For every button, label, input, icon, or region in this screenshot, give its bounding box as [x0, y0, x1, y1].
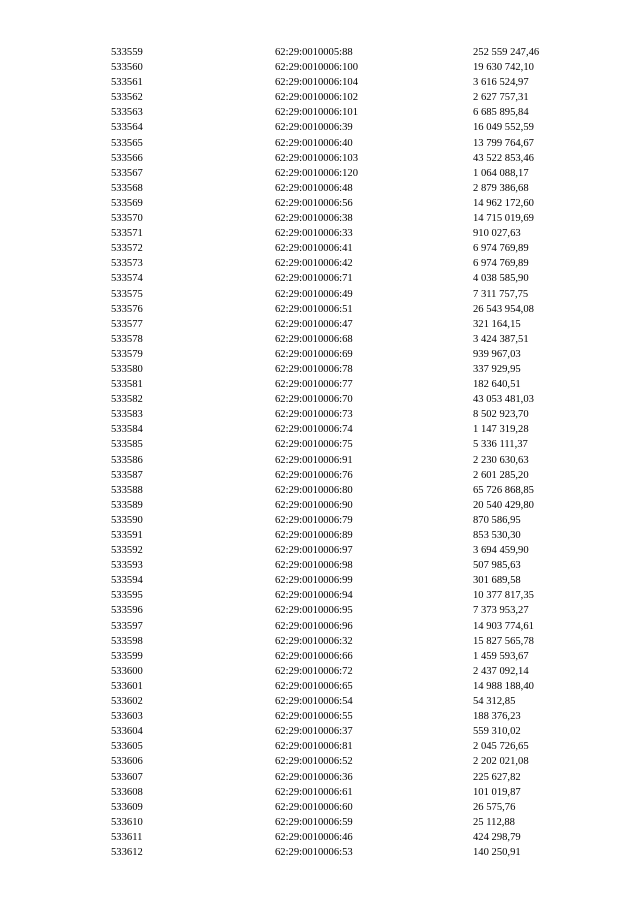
table-row	[111, 754, 591, 769]
cadastral-value-cell: 43 522 853,46	[473, 152, 534, 164]
cadastral-value-cell: 19 630 742,10	[473, 62, 534, 74]
cadastral-value-table	[111, 45, 591, 860]
table-row	[111, 75, 591, 90]
table-row	[111, 422, 591, 437]
table-row	[111, 302, 591, 317]
table-row	[111, 649, 591, 664]
row-number-cell: 533603	[111, 711, 143, 723]
cadastral-value-cell: 7 311 757,75	[473, 288, 529, 300]
cadastral-value-cell: 2 437 092,14	[473, 665, 529, 677]
row-number-cell: 533573	[111, 258, 143, 270]
row-number-cell: 533605	[111, 741, 143, 753]
table-row	[111, 407, 591, 422]
table-row	[111, 815, 591, 830]
table-row	[111, 90, 591, 105]
cadastral-number-cell: 62:29:0010006:56	[275, 197, 353, 209]
cadastral-value-cell: 6 685 895,84	[473, 107, 529, 119]
cadastral-value-cell: 14 988 188,40	[473, 680, 534, 692]
table-row	[111, 694, 591, 709]
cadastral-value-cell: 3 424 387,51	[473, 333, 529, 345]
cadastral-number-cell: 62:29:0010006:68	[275, 333, 353, 345]
row-number-cell: 533579	[111, 348, 143, 360]
cadastral-number-cell: 62:29:0010006:48	[275, 182, 353, 194]
cadastral-value-cell: 507 985,63	[473, 560, 521, 572]
table-row	[111, 120, 591, 135]
cadastral-number-cell: 62:29:0010006:65	[275, 680, 353, 692]
cadastral-number-cell: 62:29:0010006:101	[275, 107, 358, 119]
row-number-cell: 533561	[111, 77, 143, 89]
table-row	[111, 800, 591, 815]
row-number-cell: 533611	[111, 831, 143, 843]
table-row	[111, 105, 591, 120]
cadastral-value-cell: 252 559 247,46	[473, 47, 540, 58]
table-row	[111, 785, 591, 800]
cadastral-number-cell: 62:29:0010006:96	[275, 620, 353, 632]
row-number-cell: 533575	[111, 288, 143, 300]
row-number-cell: 533599	[111, 650, 143, 662]
cadastral-value-cell: 3 616 524,97	[473, 77, 529, 89]
cadastral-value-cell: 424 298,79	[473, 831, 521, 843]
cadastral-number-cell: 62:29:0010006:103	[275, 152, 358, 164]
row-number-cell: 533602	[111, 696, 143, 708]
table-row	[111, 498, 591, 513]
table-row	[111, 60, 591, 75]
cadastral-value-cell: 65 726 868,85	[473, 484, 534, 496]
row-number-cell: 533572	[111, 243, 143, 255]
row-number-cell: 533580	[111, 363, 143, 375]
table-row	[111, 664, 591, 679]
cadastral-number-cell: 62:29:0010006:59	[275, 816, 353, 828]
row-number-cell: 533587	[111, 469, 143, 481]
cadastral-value-cell: 6 974 769,89	[473, 243, 529, 255]
cadastral-value-cell: 14 903 774,61	[473, 620, 534, 632]
cadastral-value-cell: 101 019,87	[473, 786, 521, 798]
table-row	[111, 558, 591, 573]
table-row	[111, 573, 591, 588]
cadastral-number-cell: 62:29:0010006:94	[275, 590, 353, 602]
cadastral-number-cell: 62:29:0010006:70	[275, 394, 353, 406]
cadastral-number-cell: 62:29:0010006:102	[275, 92, 358, 104]
table-row	[111, 45, 591, 60]
row-number-cell: 533595	[111, 590, 143, 602]
table-row	[111, 679, 591, 694]
row-number-cell: 533586	[111, 454, 143, 466]
cadastral-number-cell: 62:29:0010006:98	[275, 560, 353, 572]
table-row	[111, 347, 591, 362]
row-number-cell: 533567	[111, 167, 143, 179]
row-number-cell: 533607	[111, 771, 143, 783]
table-row	[111, 136, 591, 151]
cadastral-value-cell: 939 967,03	[473, 348, 521, 360]
cadastral-value-cell: 559 310,02	[473, 726, 521, 738]
cadastral-number-cell: 62:29:0010006:69	[275, 348, 353, 360]
table-row	[111, 362, 591, 377]
row-number-cell: 533597	[111, 620, 143, 632]
cadastral-value-cell: 182 640,51	[473, 379, 521, 391]
cadastral-number-cell: 62:29:0010006:75	[275, 439, 353, 451]
table-row	[111, 770, 591, 785]
cadastral-number-cell: 62:29:0010006:46	[275, 831, 353, 843]
cadastral-number-cell: 62:29:0010006:54	[275, 696, 353, 708]
cadastral-value-cell: 2 202 021,08	[473, 756, 529, 768]
cadastral-number-cell: 62:29:0010006:42	[275, 258, 353, 270]
cadastral-value-cell: 14 962 172,60	[473, 197, 534, 209]
table-row	[111, 196, 591, 211]
cadastral-number-cell: 62:29:0010006:39	[275, 122, 353, 134]
cadastral-value-cell: 321 164,15	[473, 318, 521, 330]
cadastral-number-cell: 62:29:0010006:73	[275, 409, 353, 421]
row-number-cell: 533604	[111, 726, 143, 738]
cadastral-number-cell: 62:29:0010006:100	[275, 62, 358, 74]
table-row	[111, 151, 591, 166]
cadastral-number-cell: 62:29:0010006:38	[275, 213, 353, 225]
cadastral-number-cell: 62:29:0010006:120	[275, 167, 358, 179]
row-number-cell: 533574	[111, 273, 143, 285]
table-row	[111, 468, 591, 483]
table-row	[111, 709, 591, 724]
row-number-cell: 533585	[111, 439, 143, 451]
table-row	[111, 226, 591, 241]
cadastral-number-cell: 62:29:0010006:49	[275, 288, 353, 300]
cadastral-value-cell: 13 799 764,67	[473, 137, 534, 149]
row-number-cell: 533612	[111, 846, 143, 858]
cadastral-number-cell: 62:29:0010006:51	[275, 303, 353, 315]
cadastral-number-cell: 62:29:0010006:66	[275, 650, 353, 662]
table-body	[111, 45, 591, 860]
table-row	[111, 166, 591, 181]
table-row	[111, 317, 591, 332]
cadastral-value-cell: 10 377 817,35	[473, 590, 534, 602]
table-row	[111, 241, 591, 256]
cadastral-value-cell: 1 064 088,17	[473, 167, 529, 179]
row-number-cell: 533588	[111, 484, 143, 496]
row-number-cell: 533570	[111, 213, 143, 225]
cadastral-number-cell: 62:29:0010006:74	[275, 424, 353, 436]
cadastral-value-cell: 2 045 726,65	[473, 741, 529, 753]
cadastral-number-cell: 62:29:0010006:55	[275, 711, 353, 723]
cadastral-value-cell: 870 586,95	[473, 514, 521, 526]
cadastral-number-cell: 62:29:0010006:97	[275, 545, 353, 557]
cadastral-value-cell: 15 827 565,78	[473, 635, 534, 647]
cadastral-number-cell: 62:29:0010006:77	[275, 379, 353, 391]
row-number-cell: 533581	[111, 379, 143, 391]
row-number-cell: 533589	[111, 499, 143, 511]
table-row	[111, 513, 591, 528]
table-row	[111, 256, 591, 271]
row-number-cell: 533564	[111, 122, 143, 134]
table-row	[111, 392, 591, 407]
cadastral-number-cell: 62:29:0010006:40	[275, 137, 353, 149]
cadastral-number-cell: 62:29:0010006:76	[275, 469, 353, 481]
cadastral-value-cell: 3 694 459,90	[473, 545, 529, 557]
row-number-cell: 533609	[111, 801, 143, 813]
cadastral-number-cell: 62:29:0010006:78	[275, 363, 353, 375]
cadastral-value-cell: 7 373 953,27	[473, 605, 529, 617]
cadastral-number-cell: 62:29:0010006:91	[275, 454, 353, 466]
table-row	[111, 845, 591, 860]
table-row	[111, 271, 591, 286]
cadastral-value-cell: 2 601 285,20	[473, 469, 529, 481]
cadastral-value-cell: 2 879 386,68	[473, 182, 529, 194]
row-number-cell: 533608	[111, 786, 143, 798]
table-row	[111, 287, 591, 302]
cadastral-value-cell: 6 974 769,89	[473, 258, 529, 270]
table-row	[111, 453, 591, 468]
row-number-cell: 533594	[111, 575, 143, 587]
table-row	[111, 543, 591, 558]
table-row	[111, 603, 591, 618]
cadastral-number-cell: 62:29:0010006:99	[275, 575, 353, 587]
row-number-cell: 533584	[111, 424, 143, 436]
cadastral-number-cell: 62:29:0010006:37	[275, 726, 353, 738]
row-number-cell: 533590	[111, 514, 143, 526]
cadastral-number-cell: 62:29:0010006:47	[275, 318, 353, 330]
cadastral-number-cell: 62:29:0010006:95	[275, 605, 353, 617]
cadastral-value-cell: 4 038 585,90	[473, 273, 529, 285]
cadastral-value-cell: 301 689,58	[473, 575, 521, 587]
cadastral-number-cell: 62:29:0010006:81	[275, 741, 353, 753]
row-number-cell: 533566	[111, 152, 143, 164]
row-number-cell: 533569	[111, 197, 143, 209]
cadastral-number-cell: 62:29:0010006:53	[275, 846, 353, 858]
row-number-cell: 533568	[111, 182, 143, 194]
row-number-cell: 533560	[111, 62, 143, 74]
cadastral-value-cell: 2 230 630,63	[473, 454, 529, 466]
table-row	[111, 724, 591, 739]
table-row	[111, 528, 591, 543]
row-number-cell: 533578	[111, 333, 143, 345]
row-number-cell: 533600	[111, 665, 143, 677]
cadastral-number-cell: 62:29:0010006:32	[275, 635, 353, 647]
cadastral-number-cell: 62:29:0010006:104	[275, 77, 358, 89]
table-row	[111, 181, 591, 196]
cadastral-number-cell: 62:29:0010006:61	[275, 786, 353, 798]
row-number-cell: 533559	[111, 47, 143, 58]
table-row	[111, 377, 591, 392]
row-number-cell: 533606	[111, 756, 143, 768]
row-number-cell: 533596	[111, 605, 143, 617]
cadastral-value-cell: 25 112,88	[473, 816, 515, 828]
row-number-cell: 533565	[111, 137, 143, 149]
cadastral-value-cell: 140 250,91	[473, 846, 521, 858]
row-number-cell: 533593	[111, 560, 143, 572]
cadastral-number-cell: 62:29:0010006:36	[275, 771, 353, 783]
row-number-cell: 533583	[111, 409, 143, 421]
cadastral-value-cell: 26 575,76	[473, 801, 516, 813]
cadastral-value-cell: 1 459 593,67	[473, 650, 529, 662]
cadastral-value-cell: 5 336 111,37	[473, 439, 528, 451]
cadastral-value-cell: 8 502 923,70	[473, 409, 529, 421]
cadastral-number-cell: 62:29:0010005:88	[275, 47, 353, 58]
cadastral-number-cell: 62:29:0010006:71	[275, 273, 353, 285]
cadastral-value-cell: 188 376,23	[473, 711, 521, 723]
cadastral-value-cell: 853 530,30	[473, 530, 521, 541]
row-number-cell: 533563	[111, 107, 143, 119]
cadastral-number-cell: 62:29:0010006:41	[275, 243, 353, 255]
table-row	[111, 619, 591, 634]
row-number-cell: 533592	[111, 545, 143, 557]
table-row	[111, 588, 591, 603]
cadastral-value-cell: 26 543 954,08	[473, 303, 534, 315]
cadastral-value-cell: 14 715 019,69	[473, 213, 534, 225]
cadastral-number-cell: 62:29:0010006:90	[275, 499, 353, 511]
row-number-cell: 533582	[111, 394, 143, 406]
table-row	[111, 437, 591, 452]
cadastral-value-cell: 337 929,95	[473, 363, 521, 375]
cadastral-number-cell: 62:29:0010006:60	[275, 801, 353, 813]
cadastral-value-cell: 16 049 552,59	[473, 122, 534, 134]
cadastral-number-cell: 62:29:0010006:80	[275, 484, 353, 496]
row-number-cell: 533601	[111, 680, 143, 692]
table-row	[111, 332, 591, 347]
cadastral-value-cell: 910 027,63	[473, 228, 521, 240]
cadastral-value-cell: 1 147 319,28	[473, 424, 529, 436]
row-number-cell: 533562	[111, 92, 143, 104]
cadastral-value-cell: 54 312,85	[473, 696, 516, 708]
cadastral-number-cell: 62:29:0010006:52	[275, 756, 353, 768]
row-number-cell: 533591	[111, 530, 143, 541]
row-number-cell: 533576	[111, 303, 143, 315]
cadastral-value-cell: 2 627 757,31	[473, 92, 529, 104]
cadastral-number-cell: 62:29:0010006:72	[275, 665, 353, 677]
cadastral-number-cell: 62:29:0010006:89	[275, 530, 353, 541]
table-row	[111, 483, 591, 498]
cadastral-value-cell: 43 053 481,03	[473, 394, 534, 406]
table-row	[111, 634, 591, 649]
cadastral-value-cell: 20 540 429,80	[473, 499, 534, 511]
table-row	[111, 830, 591, 845]
table-row	[111, 739, 591, 754]
cadastral-value-cell: 225 627,82	[473, 771, 521, 783]
cadastral-number-cell: 62:29:0010006:79	[275, 514, 353, 526]
row-number-cell: 533610	[111, 816, 143, 828]
row-number-cell: 533598	[111, 635, 143, 647]
cadastral-number-cell: 62:29:0010006:33	[275, 228, 353, 240]
row-number-cell: 533577	[111, 318, 143, 330]
row-number-cell: 533571	[111, 228, 143, 240]
table-row	[111, 211, 591, 226]
